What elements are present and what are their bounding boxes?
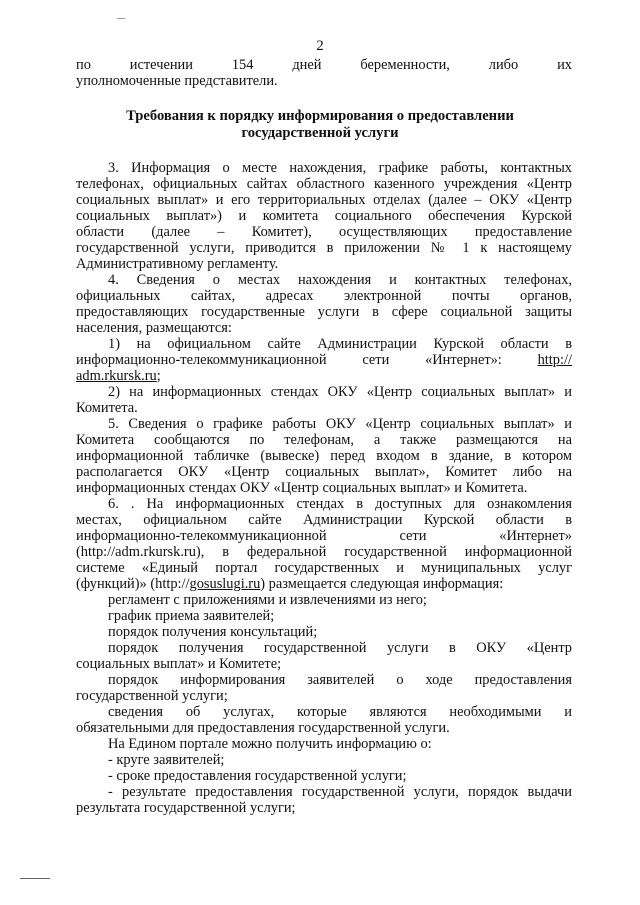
text-line: На Едином портале можно получить информацию о: bbox=[108, 736, 432, 752]
text-line: 5. Сведения о графике работы ОКУ «Центр социальных выплат» и bbox=[108, 416, 572, 432]
text-line: 1) на официальном сайте Администрации Курской области в bbox=[108, 336, 572, 352]
scan-mark bbox=[117, 18, 125, 19]
intro-paragraph bbox=[76, 57, 572, 89]
list-item: сведения об услугах, которые являются необходимыми и bbox=[108, 704, 572, 720]
text-line: социальных выплат») и комитета социального обеспечения Курской bbox=[76, 208, 572, 224]
text-fragment: (функций)» (http:// bbox=[76, 576, 190, 592]
text-line: 6. . На информационных стендах в доступных для ознакомления bbox=[108, 496, 572, 512]
list-item-continuation: обязательными для предоставления государственной услуги. bbox=[76, 720, 450, 736]
heading-line: Требования к порядку информирования о предоставлении bbox=[126, 108, 514, 124]
scan-mark bbox=[20, 878, 50, 879]
text-line: Комитета. bbox=[76, 400, 138, 416]
text-line bbox=[76, 576, 572, 592]
text-fragment: ) размещается следующая информация: bbox=[260, 576, 504, 592]
text-line: Комитета сообщаются по телефонам, а также размещаются на bbox=[76, 432, 572, 448]
list-item: порядок получения консультаций; bbox=[108, 624, 318, 640]
text-line: по истечении 154 дней беременности, либо их bbox=[76, 57, 572, 73]
list-item: порядок информирования заявителей о ходе предоставления bbox=[108, 672, 572, 688]
heading-line: государственной услуги bbox=[241, 125, 399, 141]
text-line: информационных стендах ОКУ «Центр социальных выплат» и Комитета. bbox=[76, 480, 528, 496]
text-line bbox=[76, 352, 572, 368]
list-item: регламент с приложениями и извлечениями из него; bbox=[108, 592, 427, 608]
portal-link[interactable]: adm.rkursk.ru bbox=[76, 368, 157, 384]
page-number: 2 bbox=[316, 38, 324, 54]
text-line: телефонах, официальных сайтах областного казенного учреждения «Центр bbox=[76, 176, 572, 192]
text-line: 3. Информация о месте нахождения, графике работы, контактных bbox=[108, 160, 572, 176]
list-item: порядок получения государственной услуги в ОКУ «Центр bbox=[108, 640, 572, 656]
list-item: - круге заявителей; bbox=[108, 752, 225, 768]
text-line: государственной услуги, приводится в приложении № 1 к настоящему bbox=[76, 240, 572, 256]
text-line: располагается ОКУ «Центр социальных выплат», Комитет либо на bbox=[76, 464, 572, 480]
text-line: информационной табличке (вывеске) перед входом в здание, в котором bbox=[76, 448, 572, 464]
portal-link[interactable]: http:// bbox=[537, 352, 572, 368]
text-line: системе «Единый портал государственных и муниципальных услуг bbox=[76, 560, 572, 576]
text-line: местах, официальном сайте Администрации Курской области в bbox=[76, 512, 572, 528]
text-line: 2) на информационных стендах ОКУ «Центр социальных выплат» и bbox=[108, 384, 572, 400]
gosuslugi-link[interactable]: gosuslugi.ru bbox=[189, 576, 261, 592]
text-line: предоставляющих государственные услуги в сфере социальной защиты bbox=[76, 304, 572, 320]
list-item: - результате предоставления государственной услуги, порядок выдачи bbox=[108, 784, 572, 800]
text-line: области (далее – Комитет), осуществляющих предоставление bbox=[76, 224, 572, 240]
text-line: социальных выплат» и его территориальных отделах (далее – ОКУ «Центр bbox=[76, 192, 572, 208]
text-fragment: ; bbox=[156, 368, 161, 384]
text-line: Административному регламенту. bbox=[76, 256, 279, 272]
text-line: информационно-телекоммуникационной сети «Интернет» bbox=[76, 528, 572, 544]
text-line: уполномоченные представители. bbox=[76, 73, 278, 89]
text-line: официальных сайтах, адресах электронной почты органов, bbox=[76, 288, 572, 304]
list-item: график приема заявителей; bbox=[108, 608, 275, 624]
list-item-continuation: результата государственной услуги; bbox=[76, 800, 296, 816]
list-item: - сроке предоставления государственной услуги; bbox=[108, 768, 407, 784]
text-line: (http://adm.rkursk.ru), в федеральной государственной информационной bbox=[76, 544, 572, 560]
section-heading bbox=[0, 108, 640, 142]
list-item-continuation: социальных выплат» и Комитете; bbox=[76, 656, 282, 672]
text-line bbox=[76, 368, 572, 384]
list-item-continuation: государственной услуги; bbox=[76, 688, 228, 704]
text-fragment: информационно-телекоммуникационной сети «Интернет»: bbox=[76, 352, 502, 368]
text-line: 4. Сведения о местах нахождения и контактных телефонах, bbox=[108, 272, 572, 288]
text-line: населения, размещаются: bbox=[76, 320, 232, 336]
document-body bbox=[76, 160, 572, 816]
